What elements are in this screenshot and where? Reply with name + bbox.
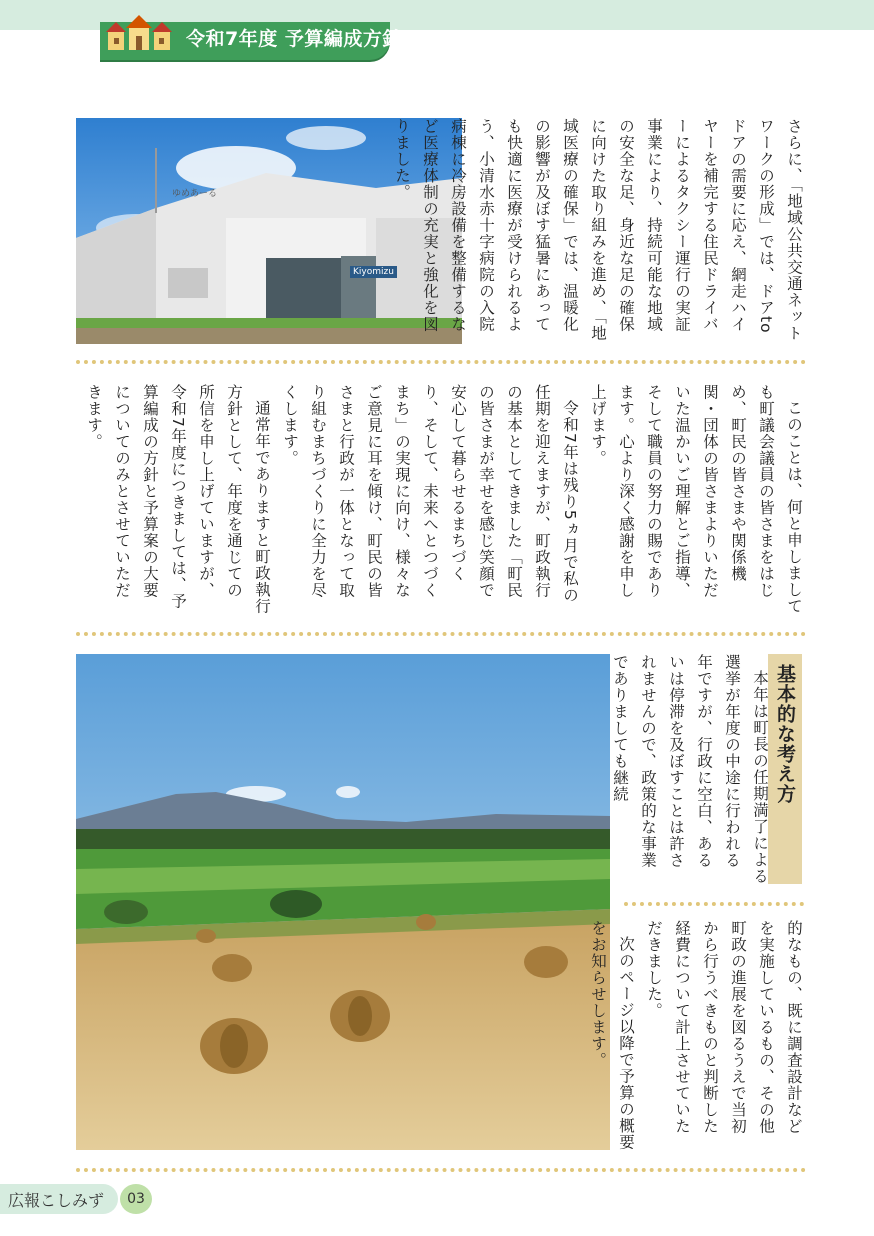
paragraph: 通常年でありますと町政執行方針として、年度を通じての所信を申し上げていますが、令和7年度につきましては、予算編成の方針と予算案の大要についてのみとさせていただきます。 bbox=[85, 384, 271, 614]
paragraph: 本年は町長の任期満了による選挙が年度の中途に行われる年ですが、行政に空白、あるいは停滞を及ぼすことは許されませんので、政策的な事業でありましても継続 bbox=[611, 654, 769, 884]
publication-name: 広報こしみず bbox=[8, 1191, 105, 1210]
paragraph: このことは、何と申しましても町議会議員の皆さまをはじめ、町民の皆さまや関係機関・団体の皆さまよりいただいた温かいご理解とご指導、そして職員の努力の賜であります。心より深く感謝を申し上げます。 bbox=[589, 384, 803, 614]
paragraph: さらに、「地域公共交通ネットワークの形成」では、ドアtoドアの需要に応え、網走ハイヤーを補完する住民ドライバーによるタクシー運行の実証事業により、持続可能な地域の安全な足、身近な足の確保に向けた取り組みを進め、「地域医療の確保」では、温暖化の影響が及ぼす猛暑にあっても快適に医療が受けられるよう、小清水赤十字病院の入院病棟に冷房設備を整備するなど医療体制の充実と強化を図りました。 bbox=[393, 118, 803, 342]
dotted-divider bbox=[76, 360, 806, 364]
dotted-divider bbox=[76, 1168, 806, 1172]
section-heading: 基本的な考え方 bbox=[774, 664, 796, 804]
block4-text bbox=[589, 920, 808, 1150]
block3-text bbox=[611, 654, 774, 884]
page-number: 03 bbox=[120, 1184, 152, 1214]
dotted-divider bbox=[624, 902, 804, 906]
hay-field-photo bbox=[76, 654, 610, 1150]
section-title: 令和7年度 予算編成方針 bbox=[186, 28, 402, 50]
paragraph: 的なもの、既に調査設計などを実施しているもの、その他町政の進展を図るうえで当初から行うべきものと判断した経費について計上させていただきました。 bbox=[645, 920, 803, 1135]
block2-text bbox=[85, 384, 808, 614]
building-sign-2: ゆめあーる bbox=[172, 189, 218, 199]
dotted-divider bbox=[76, 632, 806, 636]
paragraph: 令和7年は残り5ヵ月で私の任期を迎えますが、町政執行の基本としてきました「町民の皆さまが幸せを感じ笑顔で安心して暮らせるまちづくり、そして、未来へとつづくまち」の実現に向け、様々なご意見に耳を傾け、町民の皆さまと行政が一体となって取り組むまちづくりに全力を尽くします。 bbox=[281, 384, 579, 603]
block1-text bbox=[393, 118, 808, 344]
paragraph: 次のページ以降で予算の概要をお知らせします。 bbox=[589, 920, 635, 1150]
building-sign: Kiyomizu bbox=[350, 266, 397, 278]
houses-icon bbox=[104, 14, 174, 54]
